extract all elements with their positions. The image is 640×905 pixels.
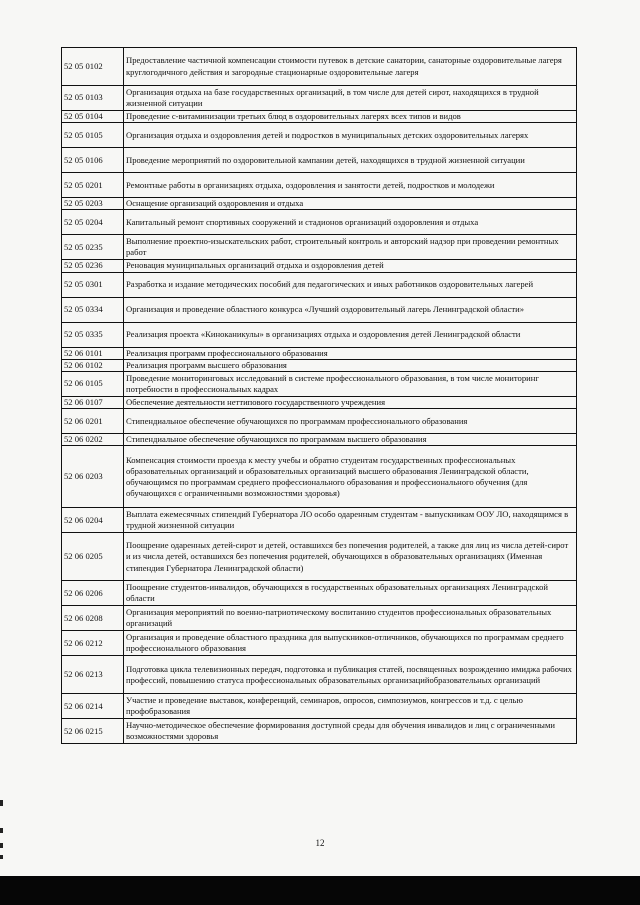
table-row (62, 409, 577, 434)
description-cell: Организация и проведение областного конкурса «Лучший оздоровительный лагерь Ленинградской области» (124, 297, 577, 322)
description-cell: Выполнение проектно-изыскательских работ, строительный контроль и авторский надзор при проведении ремонтных работ (124, 235, 577, 260)
table-row (62, 322, 577, 347)
description-cell: Предоставление частичной компенсации стоимости путевок в детские санатории, санаторные оздоровительные лагеря круглогодичного действия и загородные стационарные оздоровительные лагеря (124, 48, 577, 86)
table-row (62, 260, 577, 272)
budget-code-cell: 52 05 0103 (62, 86, 124, 111)
table-body (62, 48, 577, 744)
description-cell: Оснащение организаций оздоровления и отдыха (124, 198, 577, 210)
table-row (62, 719, 577, 744)
budget-code-cell: 52 05 0102 (62, 48, 124, 86)
table-row (62, 372, 577, 397)
table-row (62, 533, 577, 581)
table-row (62, 397, 577, 409)
table-row (62, 694, 577, 719)
budget-code-cell: 52 06 0212 (62, 631, 124, 656)
budget-code-cell: 52 05 0201 (62, 173, 124, 198)
description-cell: Стипендиальное обеспечение обучающихся по программам высшего образования (124, 434, 577, 446)
budget-code-cell: 52 05 0236 (62, 260, 124, 272)
budget-code-cell: 52 06 0105 (62, 372, 124, 397)
budget-code-cell: 52 06 0203 (62, 446, 124, 508)
budget-code-cell: 52 05 0335 (62, 322, 124, 347)
description-cell: Реализация программ высшего образования (124, 359, 577, 371)
budget-code-cell: 52 05 0203 (62, 198, 124, 210)
description-cell: Организация отдыха и оздоровления детей и подростков в муниципальных детских оздоровительных лагерях (124, 123, 577, 148)
table-row (62, 148, 577, 173)
description-cell: Реализация проекта «Киноканикулы» в организациях отдыха и оздоровления детей Ленинградской области (124, 322, 577, 347)
table-row (62, 173, 577, 198)
budget-code-cell: 52 05 0204 (62, 210, 124, 235)
budget-code-table (61, 47, 577, 744)
description-cell: Компенсация стоимости проезда к месту учебы и обратно студентам государственных профессиональных образовательных организаций и образовательных организаций высшего образования Ленинградской области, обучающимся по программам среднего профессионального образования и профессионального обучения (для обучающихся с ограниченными возможностями здоровья) (124, 446, 577, 508)
page-number: 12 (315, 838, 325, 848)
description-cell: Проведение мероприятий по оздоровительной кампании детей, находящихся в трудной жизненной ситуации (124, 148, 577, 173)
table-row (62, 198, 577, 210)
description-cell: Участие и проведение выставок, конференций, семинаров, опросов, симпозиумов, конгрессов и т.д. с целью профобразования (124, 694, 577, 719)
scan-edge-mark (0, 800, 3, 806)
scan-edge-mark (0, 843, 3, 848)
budget-code-cell: 52 06 0102 (62, 359, 124, 371)
table-row (62, 111, 577, 123)
description-cell: Научно-методическое обеспечение формирования доступной среды для обучения инвалидов и лиц с ограниченными возможностями здоровья (124, 719, 577, 744)
budget-code-cell: 52 06 0107 (62, 397, 124, 409)
table-row (62, 606, 577, 631)
table-row (62, 446, 577, 508)
budget-code-cell: 52 05 0106 (62, 148, 124, 173)
scan-edge-mark (0, 828, 3, 833)
budget-code-cell: 52 06 0205 (62, 533, 124, 581)
description-cell: Обеспечение деятельности неттипового государственного учреждения (124, 397, 577, 409)
budget-code-cell: 52 05 0235 (62, 235, 124, 260)
description-cell: Организация и проведение областного праздника для выпускников-отличников, обучающихся по программам среднего профессионального образования (124, 631, 577, 656)
budget-code-cell: 52 06 0202 (62, 434, 124, 446)
description-cell: Организация отдыха на базе государственных организаций, в том числе для детей сирот, находящихся в трудной жизненной ситуации (124, 86, 577, 111)
table-row (62, 297, 577, 322)
table-row (62, 272, 577, 297)
table-row (62, 347, 577, 359)
description-cell: Подготовка цикла телевизионных передач, подготовка и публикация статей, посвященных возрождению имиджа рабочих профессий, повышению статуса профессиональных образовательных организацийобразовательных организаций (124, 656, 577, 694)
table-row (62, 235, 577, 260)
budget-code-cell: 52 06 0206 (62, 581, 124, 606)
description-cell: Поощрение одаренных детей-сирот и детей, оставшихся без попечения родителей, а также для лиц из числа детей-сирот и из числа детей, оставшихся без попечения родителей, обучающихся в образовательных организациях (Именная стипендия Губернатора Ленинградской области) (124, 533, 577, 581)
budget-code-cell: 52 06 0214 (62, 694, 124, 719)
description-cell: Поощрение студентов-инвалидов, обучающихся в государственных образовательных организациях Ленинградской области (124, 581, 577, 606)
budget-code-cell: 52 06 0101 (62, 347, 124, 359)
description-cell: Стипендиальное обеспечение обучающихся по программам профессионального образования (124, 409, 577, 434)
table-row (62, 359, 577, 371)
description-cell: Ремонтные работы в организациях отдыха, оздоровления и занятости детей, подростков и молодежи (124, 173, 577, 198)
description-cell: Разработка и издание методических пособий для педагогических и иных работников оздоровительных лагерей (124, 272, 577, 297)
budget-code-cell: 52 06 0208 (62, 606, 124, 631)
table-row (62, 631, 577, 656)
description-cell: Проведение мониторинговых исследований в системе профессионального образования, в том числе мониторинг потребности в профессиональных кадрах (124, 372, 577, 397)
description-cell: Капитальный ремонт спортивных сооружений и стадионов организаций оздоровления и отдыха (124, 210, 577, 235)
budget-code-cell: 52 05 0104 (62, 111, 124, 123)
scan-edge-mark (0, 855, 3, 859)
description-cell: Организация мероприятий по военно-патриотическому воспитанию студентов профессиональных образовательных организаций (124, 606, 577, 631)
budget-code-cell: 52 05 0105 (62, 123, 124, 148)
budget-code-cell: 52 06 0213 (62, 656, 124, 694)
table-row (62, 508, 577, 533)
description-cell: Проведение с-витаминизации третьих блюд в оздоровительных лагерях всех типов и видов (124, 111, 577, 123)
description-cell: Реализация программ профессионального образования (124, 347, 577, 359)
budget-code-cell: 52 06 0204 (62, 508, 124, 533)
budget-code-cell: 52 06 0215 (62, 719, 124, 744)
table-row (62, 581, 577, 606)
description-cell: Выплата ежемесячных стипендий Губернатора ЛО особо одаренным студентам - выпускникам ООУ ЛО, находящимся в трудной жизненной ситуации (124, 508, 577, 533)
table-row (62, 86, 577, 111)
table-row (62, 48, 577, 86)
budget-code-cell: 52 05 0334 (62, 297, 124, 322)
table-row (62, 434, 577, 446)
budget-code-cell: 52 05 0301 (62, 272, 124, 297)
description-cell: Реновация муниципальных организаций отдыха и оздоровления детей (124, 260, 577, 272)
budget-code-cell: 52 06 0201 (62, 409, 124, 434)
table-row (62, 123, 577, 148)
scan-bottom-border (0, 876, 640, 905)
table-row (62, 210, 577, 235)
table-row (62, 656, 577, 694)
